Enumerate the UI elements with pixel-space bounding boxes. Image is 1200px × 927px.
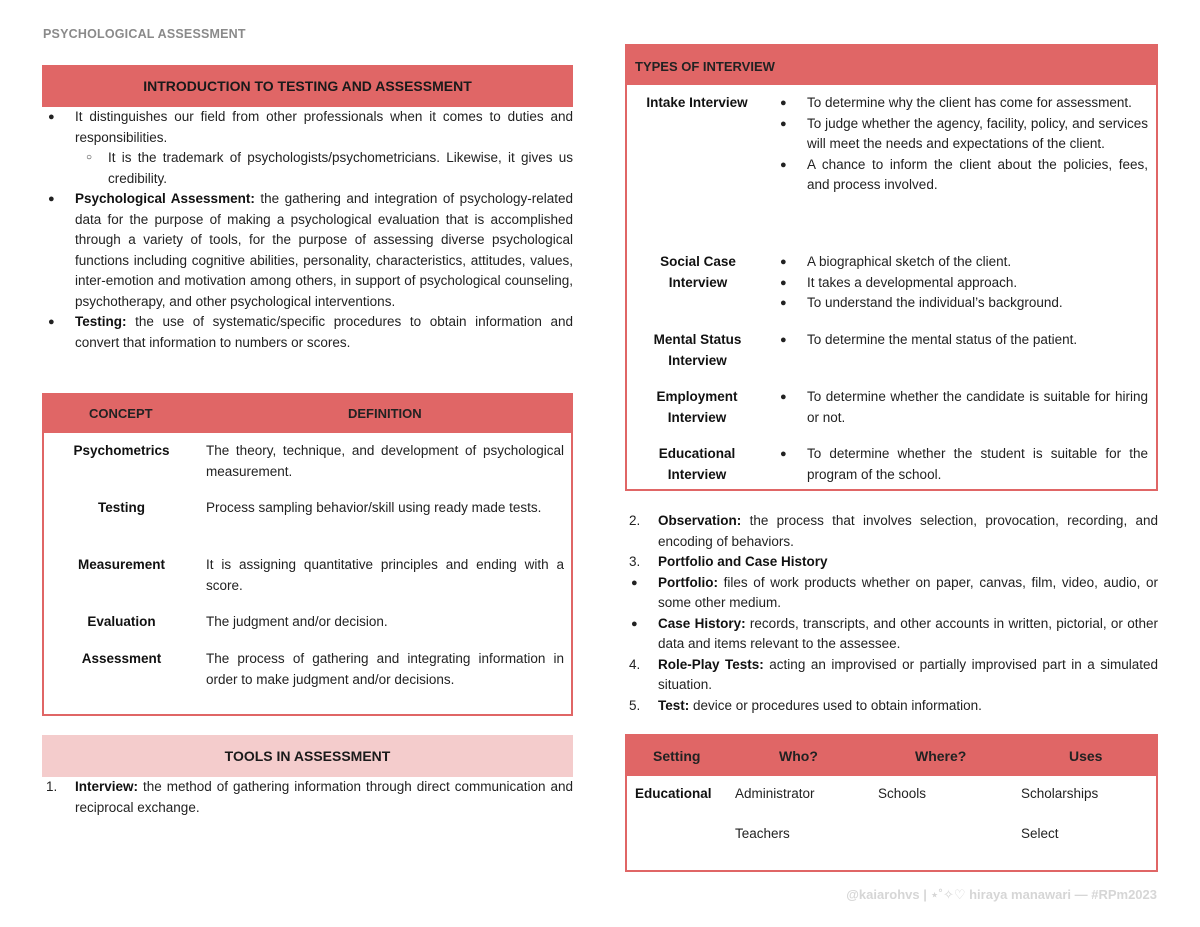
interview-point: To determine the mental status of the patient. xyxy=(807,332,1078,347)
bullet-icon: ● xyxy=(48,316,55,328)
intro-bullet-1: It distinguishes our field from other professionals when it comes to duties and responsibilities. xyxy=(75,109,573,145)
definition-test: device or procedures used to obtain information. xyxy=(689,697,982,713)
intro-heading: INTRODUCTION TO TESTING AND ASSESSMENT xyxy=(42,65,573,107)
bullet-icon: ● xyxy=(780,97,787,109)
interview-type: Intake Interview xyxy=(646,95,748,110)
interview-type: Employment Interview xyxy=(656,389,738,425)
interview-point: To understand the individual’s background. xyxy=(807,295,1063,310)
concept-term: Assessment xyxy=(81,651,162,666)
interview-point: A chance to inform the client about the policies, fees, and process involved. xyxy=(807,156,1148,192)
column-header-who: Who? xyxy=(779,748,818,764)
list-item xyxy=(774,114,1148,155)
term-test: Test: xyxy=(658,697,690,713)
column-header-concept: CONCEPT xyxy=(89,406,153,421)
intro-section xyxy=(42,107,573,353)
list-number: 3. xyxy=(629,554,641,569)
bullet-icon: ● xyxy=(780,117,787,130)
list-item xyxy=(625,655,1158,696)
bullet-icon: ● xyxy=(780,448,787,460)
list-item xyxy=(774,273,1148,294)
concept-term: Testing xyxy=(98,500,145,515)
concept-table xyxy=(42,393,573,716)
list-item xyxy=(625,552,1158,573)
term-psychological-assessment: Psychological Assessment: xyxy=(75,191,255,206)
list-number: 5. xyxy=(629,697,641,713)
who-cell: Administrator xyxy=(735,786,815,801)
interview-point: A biographical sketch of the client. xyxy=(807,254,1012,269)
tools-heading: TOOLS IN ASSESSMENT xyxy=(42,735,573,777)
interview-point: To judge whether the agency, facility, policy, and services will meet the needs and expectations of the client. xyxy=(807,115,1148,151)
list-item xyxy=(625,696,1158,717)
interview-point: It takes a developmental approach. xyxy=(807,274,1018,290)
bullet-icon: ● xyxy=(780,334,787,346)
list-item xyxy=(625,511,1158,552)
bullet-icon: ● xyxy=(780,297,787,309)
setting-table-header xyxy=(627,736,1156,776)
intro-sub-bullet-1: It is the trademark of psychologists/psychometricians. Likewise, it gives us credibility. xyxy=(108,150,573,186)
bullet-icon: ● xyxy=(780,391,787,403)
bullet-icon: ● xyxy=(48,111,55,123)
term-portfolio: Portfolio: xyxy=(658,574,718,590)
interview-table xyxy=(625,44,1158,491)
definition-psychological-assessment: the gathering and integration of psychology-related data for the purpose of making a psychological evaluation that is accomplished through a variety of tools, for the purpose of assessing diverse psychological functions including cognitive abilities, personality, characteristics, attitudes, values, inter-emotion and motivation among others, in support of psychological counseling, psychotherapy, and other psychological interventions. xyxy=(75,191,573,309)
definition-portfolio: files of work products whether on paper, canvas, film, video, audio, or some other medium. xyxy=(658,574,1158,610)
definition-testing: the use of systematic/specific procedures to obtain information and convert that information to numbers or scores. xyxy=(75,314,573,350)
list-item xyxy=(774,387,1148,428)
term-portfolio-case-history: Portfolio and Case History xyxy=(658,554,828,569)
list-item xyxy=(75,148,573,189)
term-interview: Interview: xyxy=(75,779,139,794)
column-header-setting: Setting xyxy=(653,748,701,764)
list-number: 2. xyxy=(629,513,641,528)
definition-observation: the process that involves selection, provocation, recording, and encoding of behaviors. xyxy=(658,513,1158,549)
term-case-history: Case History: xyxy=(658,615,746,631)
bullet-icon: ● xyxy=(780,276,787,289)
list-item xyxy=(774,330,1148,351)
term-observation: Observation: xyxy=(658,513,742,528)
list-item xyxy=(625,573,1158,614)
list-item xyxy=(42,312,573,353)
term-role-play-tests: Role-Play Tests: xyxy=(658,656,764,672)
column-header-where: Where? xyxy=(915,748,967,764)
interview-type: Social Case Interview xyxy=(660,254,736,290)
where-cell: Schools xyxy=(878,786,927,801)
list-item xyxy=(774,93,1148,114)
setting-table xyxy=(625,734,1158,872)
list-item xyxy=(774,293,1148,314)
interview-point: To determine why the client has come for assessment. xyxy=(807,95,1132,110)
concept-definition: The judgment and/or decision. xyxy=(206,614,388,629)
definition-case-history: records, transcripts, and other accounts in written, pictorial, or other data and items relevant to the assessee. xyxy=(658,615,1158,651)
concept-term: Evaluation xyxy=(87,614,156,629)
concept-definition: Process sampling behavior/skill using ready made tests. xyxy=(206,500,542,515)
bullet-icon: ● xyxy=(631,576,638,589)
concept-term: Psychometrics xyxy=(73,443,170,458)
concept-table-header xyxy=(44,395,571,433)
list-item xyxy=(774,252,1148,273)
list-item xyxy=(42,107,573,189)
list-number: 1. xyxy=(46,779,58,794)
list-number: 4. xyxy=(629,656,641,672)
definition-role-play-tests: acting an improvised or partially improvised part in a simulated situation. xyxy=(658,656,1158,692)
who-cell: Teachers xyxy=(735,826,790,841)
list-item xyxy=(774,444,1148,485)
sub-bullet-icon: ○ xyxy=(86,152,93,163)
bullet-icon: ● xyxy=(48,193,55,205)
bullet-icon: ● xyxy=(631,617,638,630)
list-item xyxy=(625,614,1158,655)
list-item xyxy=(42,189,573,312)
concept-definition: It is assigning quantitative principles and ending with a score. xyxy=(206,557,564,593)
column-header-uses: Uses xyxy=(1069,748,1103,764)
document-title: PSYCHOLOGICAL ASSESSMENT xyxy=(43,27,246,41)
bullet-icon: ● xyxy=(780,256,787,268)
list-item xyxy=(42,777,573,818)
interview-point: To determine whether the candidate is suitable for hiring or not. xyxy=(807,389,1148,425)
interview-type: Mental Status Interview xyxy=(653,332,742,368)
interview-table-header xyxy=(627,46,1156,85)
interview-point: To determine whether the student is suitable for the program of the school. xyxy=(807,446,1148,482)
concept-definition: The process of gathering and integrating information in order to make judgment and/or decisions. xyxy=(206,651,564,687)
bullet-icon: ● xyxy=(780,158,787,171)
interview-type: Educational Interview xyxy=(658,446,736,482)
tools-section-continued xyxy=(625,511,1158,716)
setting-cell: Educational xyxy=(635,786,712,801)
uses-cell: Scholarships xyxy=(1021,786,1099,801)
uses-cell: Select xyxy=(1021,826,1059,841)
interview-table-title: TYPES OF INTERVIEW xyxy=(635,59,775,74)
tools-section xyxy=(42,777,573,818)
concept-definition: The theory, technique, and development of psychological measurement. xyxy=(206,443,564,479)
list-item xyxy=(774,155,1148,196)
column-header-definition: DEFINITION xyxy=(348,406,422,421)
term-testing: Testing: xyxy=(75,314,127,329)
definition-interview: the method of gathering information through direct communication and reciprocal exchange. xyxy=(75,779,573,815)
footer-credit: @kaiarohvs | ⋆˚✧♡ hiraya manawari — #RPm2023 xyxy=(846,886,1157,902)
concept-term: Measurement xyxy=(77,557,166,572)
